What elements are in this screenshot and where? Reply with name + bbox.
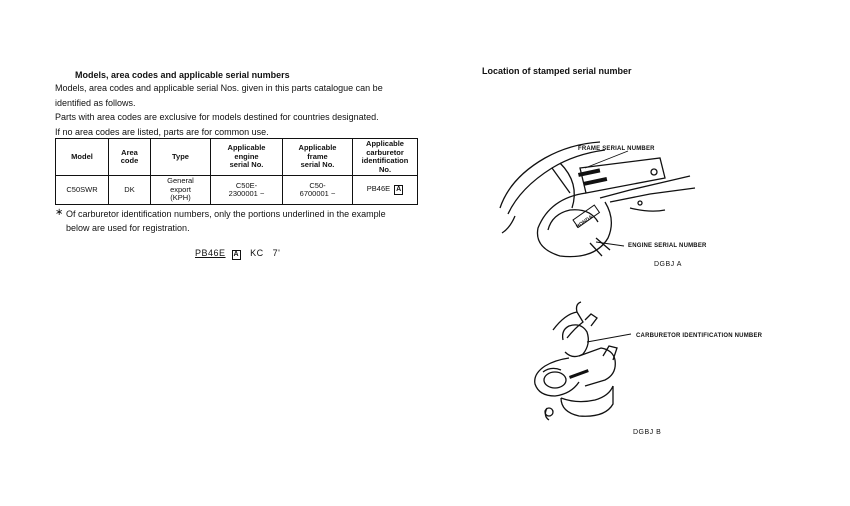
intro-line: Models, area codes and applicable serial Nos. given in this parts catalogue can be (55, 83, 383, 93)
header-line: engine (234, 151, 259, 161)
note-line: Of carburetor identification numbers, only the portions underlined in the example (66, 209, 386, 219)
figure-a-caption: DGBJ A (654, 261, 682, 268)
engine-cover-badge: HONDA (575, 213, 595, 231)
frame-serial-label: FRAME SERIAL NUMBER (578, 146, 655, 152)
header-line: serial No. (229, 160, 264, 170)
figure-b-caption: DGBJ B (633, 429, 662, 436)
cell-type (151, 176, 211, 205)
example-boxed-letter: A (233, 251, 240, 258)
header-line: Applicable (298, 143, 337, 153)
table-row (56, 176, 418, 205)
model-serial-table (55, 138, 418, 205)
header-frame-serial (283, 139, 353, 176)
intro-line: Parts with area codes are exclusive for models destined for countries designated. (55, 112, 379, 122)
cell-line: (KPH) (170, 193, 191, 203)
intro-paragraph (55, 81, 425, 139)
carburetor-id-label: CARBURETOR IDENTIFICATION NUMBER (636, 333, 763, 339)
carb-number: PB46E (366, 184, 391, 193)
header-engine-serial (211, 139, 283, 176)
carburetor-id-example (195, 248, 280, 260)
header-line: code (120, 156, 139, 165)
cell-line: General (167, 176, 194, 186)
cell-line: 6700001 ~ (299, 189, 336, 198)
header-line: identification No. (361, 156, 409, 174)
table-header-row (56, 139, 418, 176)
cell-line: C50E- (235, 180, 258, 190)
carburetor-illustration (525, 300, 645, 425)
header-model: Model (56, 139, 109, 176)
cell-line: export (170, 184, 191, 194)
intro-line: identified as follows. (55, 97, 136, 108)
engine-serial-label: ENGINE SERIAL NUMBER (628, 243, 707, 249)
header-line: serial No. (300, 160, 335, 170)
section-heading-models: Models, area codes and applicable serial numbers (75, 70, 290, 80)
example-kc: KC (250, 248, 264, 258)
note-line: below are used for registration. (66, 223, 190, 233)
header-type: Type (151, 139, 211, 176)
cell-line: C50- (309, 180, 326, 190)
cell-model: C50SWR (56, 176, 109, 205)
section-heading-location: Location of stamped serial number (482, 66, 632, 76)
cell-engine-serial (211, 176, 283, 205)
cell-line: 2300001 ~ (228, 189, 265, 198)
header-line: Applicable (366, 139, 404, 148)
header-line: Area (121, 147, 138, 157)
boxed-letter: A (396, 186, 402, 193)
registration-note (66, 207, 426, 235)
example-underlined-part: PB46E (195, 248, 226, 258)
cell-area-code: DK (109, 176, 151, 205)
header-line: frame (307, 151, 328, 161)
intro-line: If no area codes are listed, parts are for common use. (55, 126, 269, 137)
header-area-code (109, 139, 151, 176)
example-suffix: 7' (272, 248, 281, 258)
cell-frame-serial (283, 176, 353, 205)
header-carburetor-id (353, 139, 418, 176)
header-line: carburetor (366, 147, 404, 157)
note-asterisk: ∗ (55, 207, 64, 218)
cell-carburetor-id (353, 176, 418, 205)
header-line: Applicable (227, 143, 266, 153)
